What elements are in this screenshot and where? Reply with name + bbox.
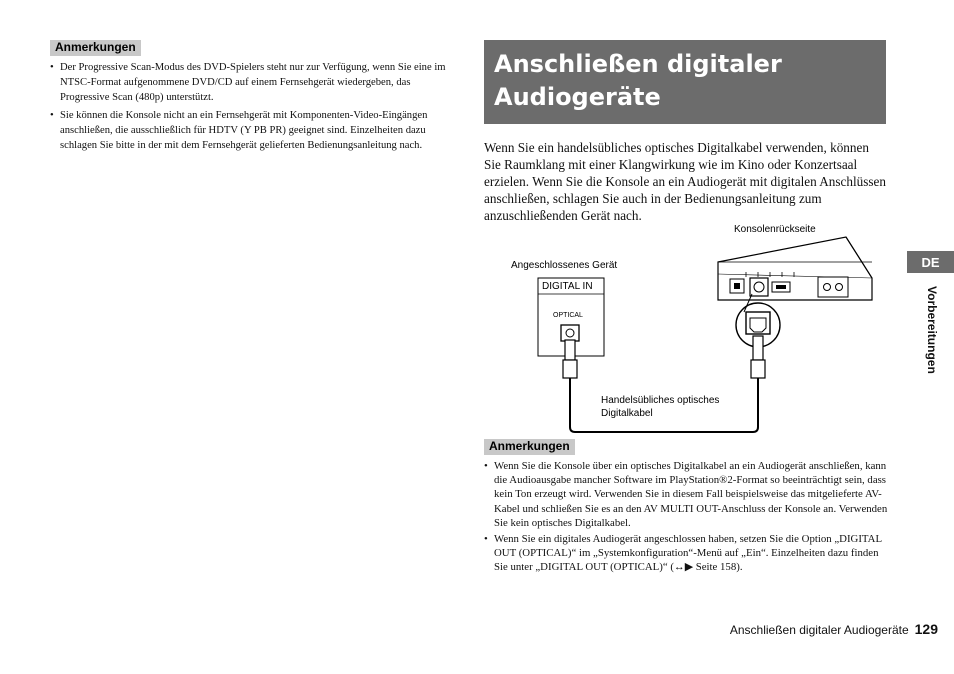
cable-label-line-1: Handelsübliches optisches bbox=[601, 395, 720, 406]
intro-paragraph: Wenn Sie ein handelsübliches optisches Digitalkabel verwenden, können Sie Raumklang mit einer Klangwirkung wie im Kino oder Konzertsaal erzielen. Wenn Sie die Konsole an ein Audiogerät mit digitalen Anschlüssen anschließen, schlagen Sie auch in der Bedienungsanleitung zum anzuschließenden Gerät nach. bbox=[484, 140, 886, 223]
notes-list-left bbox=[50, 60, 455, 155]
cable-label-line-2: Digitalkabel bbox=[601, 408, 653, 419]
connection-diagram bbox=[484, 222, 884, 438]
note-item: • Wenn Sie ein digitales Audiogerät angeschlossen haben, setzen Sie die Option „DIGITAL OUT (OPTICAL)“ im „Systemkonfiguration“-Menü auf „Ein“. Einzelheiten dazu finden Sie unter „DIGITAL OUT (OPTICAL)“ (↔▶ Seite 158). bbox=[484, 532, 888, 575]
notes-list-right bbox=[484, 459, 888, 577]
note-item: • Der Progressive Scan-Modus des DVD-Spielers steht nur zur Verfügung, wenn Sie eine im NTSC-Format aufgenommene DVD/CD auf einem Fernsehgerät wiedergeben, das Progressive Scan (480p) unterstützt. bbox=[50, 60, 455, 106]
page-title bbox=[484, 40, 886, 124]
page-title-line-2: Audiogeräte bbox=[494, 83, 661, 111]
notes-heading-right: Anmerkungen bbox=[484, 439, 575, 455]
note-item: • Wenn Sie die Konsole über ein optisches Digitalkabel an ein Audiogerät anschließen, kann die Audioausgabe mancher Software im PlayStation®2-Format so beeinträchtigt sein, dass kein Ton erzeugt wird. Verwenden Sie in diesem Fall beispielsweise das mitgelieferte AV-Kabel und schließen Sie es an den AV MULTI OUT-Anschluss der Konsole an. Verwenden Sie kein optisches Digitalkabel. bbox=[484, 459, 888, 530]
notes-heading-left: Anmerkungen bbox=[50, 40, 141, 56]
note-item: • Sie können die Konsole nicht an ein Fernsehgerät mit Komponenten-Video-Eingängen anschließen, die ausschließlich für HDTV (Y PB PR) geeignet sind. Einzelheiten dazu schlagen Sie bitte in der mit dem Fernsehgerät gelieferten Bedienungsanleitung nach. bbox=[50, 108, 455, 154]
page-footer bbox=[730, 621, 938, 637]
chapter-label: Vorbereitungen bbox=[925, 286, 939, 374]
connected-device-label: Angeschlossenes Gerät bbox=[511, 260, 618, 271]
optical-label: OPTICAL bbox=[553, 312, 583, 319]
console-rear-illustration bbox=[718, 237, 872, 300]
page-number: 129 bbox=[914, 621, 938, 637]
device-optical-port-icon bbox=[561, 325, 579, 341]
console-rear-label: Konsolenrückseite bbox=[734, 224, 816, 235]
cable-plug-left bbox=[563, 340, 577, 397]
language-tab: DE bbox=[907, 251, 954, 273]
page-title-line-1: Anschließen digitaler bbox=[494, 50, 782, 78]
footer-section-title: Anschließen digitaler Audiogeräte bbox=[729, 623, 909, 637]
cable-plug-right bbox=[751, 336, 765, 397]
digital-in-label: DIGITAL IN bbox=[542, 281, 593, 292]
